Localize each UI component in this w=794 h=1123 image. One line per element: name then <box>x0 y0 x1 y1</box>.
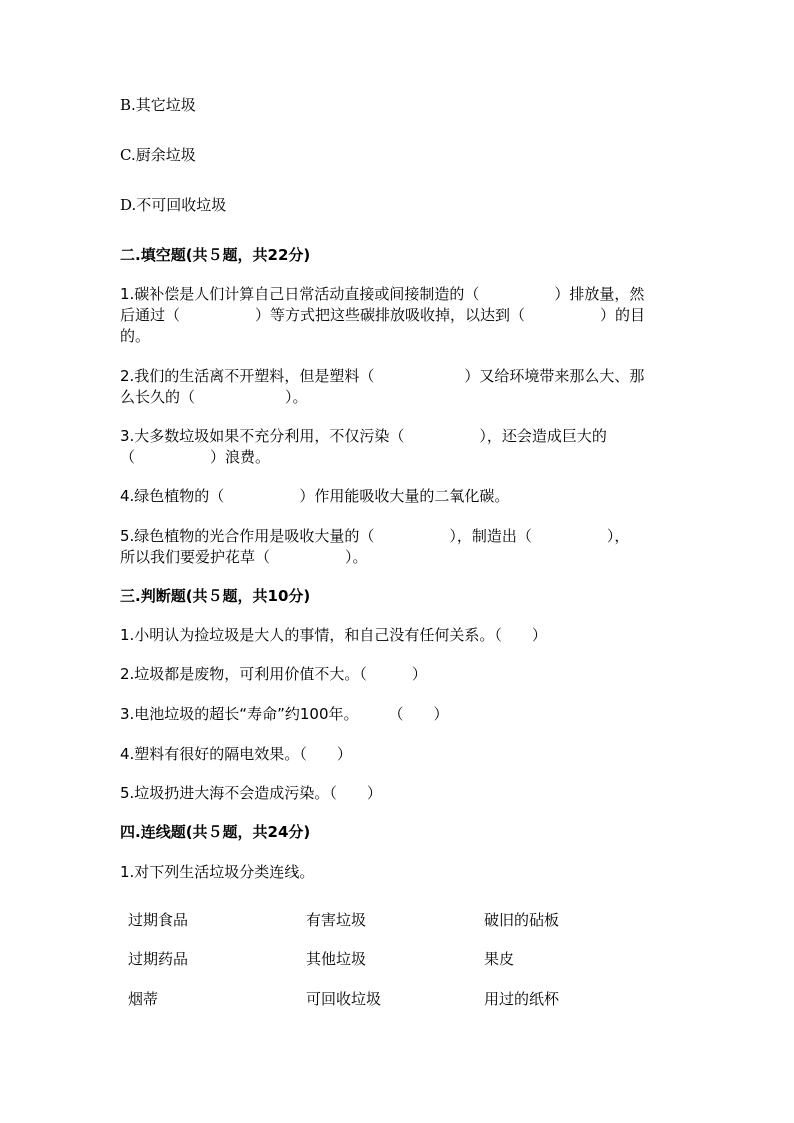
option-d: D.不可回收垃圾 <box>120 196 227 214</box>
section-heading-matching: 四.连线题(共５题，共24分) <box>120 823 311 841</box>
match-row <box>0 988 794 1010</box>
section-heading-judgement: 三.判断题(共５题，共10分) <box>120 587 311 605</box>
judge-q5: 5.垃圾扔进大海不会造成污染。（ ） <box>120 784 382 802</box>
fill-q3-line1: 3.大多数垃圾如果不充分利用，不仅污染（ ），还会造成巨大的 <box>120 427 607 445</box>
match-row <box>0 909 794 931</box>
match-item-left: 过期药品 <box>128 950 189 968</box>
fill-q5-line1: 5.绿色植物的光合作用是吸收大量的（ ），制造出（ ）， <box>120 527 630 545</box>
judge-q3: 3.电池垃圾的超长“寿命”约100年。 （ ） <box>120 705 449 723</box>
match-item-right: 用过的纸杯 <box>484 990 560 1008</box>
match-question: 1.对下列生活垃圾分类连线。 <box>120 863 315 881</box>
match-item-right: 破旧的砧板 <box>484 911 560 929</box>
fill-q3-line2: （ ）浪费。 <box>120 448 271 466</box>
match-item-category: 有害垃圾 <box>306 911 367 929</box>
match-item-left: 烟蒂 <box>128 990 159 1008</box>
fill-q1-line1: 1.碳补偿是人们计算自己日常活动直接或间接制造的（ ）排放量，然 <box>120 285 645 303</box>
judge-q2: 2.垃圾都是废物，可利用价值不大。（ ） <box>120 665 427 683</box>
judge-q4: 4.塑料有很好的隔电效果。（ ） <box>120 745 352 763</box>
option-b: B.其它垃圾 <box>120 96 196 114</box>
match-item-left: 过期食品 <box>128 911 189 929</box>
fill-q2-line1: 2.我们的生活离不开塑料，但是塑料（ ）又给环境带来那么大、那 <box>120 367 645 385</box>
match-item-right: 果皮 <box>484 950 515 968</box>
section-heading-fill-blank: 二.填空题(共５题，共22分) <box>120 246 311 264</box>
match-row <box>0 948 794 970</box>
match-item-category: 可回收垃圾 <box>306 990 382 1008</box>
fill-q4: 4.绿色植物的（ ）作用能吸收大量的二氧化碳。 <box>120 487 510 505</box>
match-item-category: 其他垃圾 <box>306 950 367 968</box>
fill-q1-line3: 的。 <box>120 327 151 345</box>
fill-q2-line2: 么长久的（ ）。 <box>120 388 308 406</box>
fill-q5-line2: 所以我们要爱护花草（ ）。 <box>120 548 368 566</box>
option-c: C.厨余垃圾 <box>120 146 196 164</box>
fill-q1-line2: 后通过（ ）等方式把这些碳排放吸收掉，以达到（ ）的目 <box>120 306 646 324</box>
judge-q1: 1.小明认为捡垃圾是大人的事情，和自己没有任何关系。（ ） <box>120 626 547 644</box>
